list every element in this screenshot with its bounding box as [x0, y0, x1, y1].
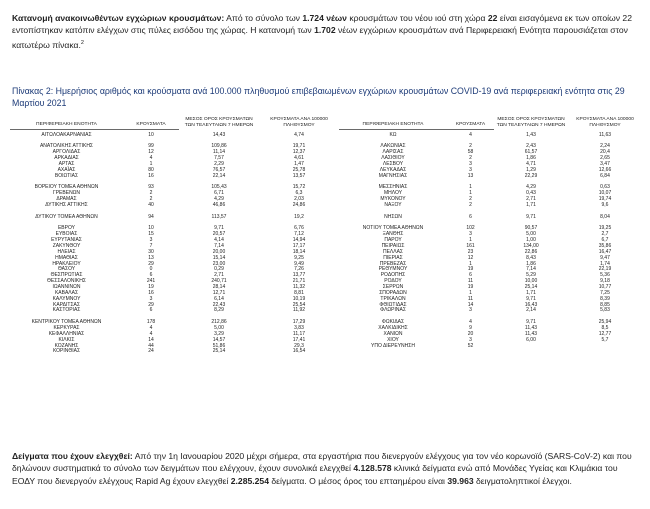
cell-per100k-right: 1,74 — [600, 260, 610, 267]
cell-unit-right: ΜΑΓΝΗΣΙΑΣ — [378, 172, 408, 179]
table-header-row — [10, 117, 642, 129]
cell-unit-right: ΝΑΞΟΥ — [384, 202, 402, 208]
cell-unit-left: ΑΙΤΩΛΟΑΚΑΡΝΑΝΙΑΣ — [41, 131, 92, 138]
cell-unit-left: ΔΥΤΙΚΟΥ ΤΟΜΕΑ ΑΘΗΝΩΝ — [35, 213, 98, 220]
rapid-samples-count: 2.285.254 — [230, 475, 269, 486]
cell-cases-right: 23 — [467, 248, 474, 255]
cell-per100k-left: 21,71 — [292, 278, 306, 285]
cell-avg-right: 1,00 — [526, 237, 536, 244]
cell-per100k-right: 6,7 — [601, 237, 609, 244]
cell-per100k-left: 9,25 — [294, 254, 304, 261]
cell-avg-right: 0,43 — [526, 190, 536, 197]
cell-per100k-left: 1,47 — [294, 160, 304, 167]
cell-avg-left: 51,86 — [212, 342, 226, 349]
cell-cases-left: 16 — [148, 289, 154, 296]
cell-avg-right: 25,14 — [524, 284, 538, 291]
cell-unit-right — [339, 349, 447, 355]
cell-per100k-left: 6,3 — [295, 190, 303, 197]
intro-paragraph — [12, 12, 640, 51]
cell-avg-left: 15,14 — [212, 254, 226, 261]
cell-cases-left: 241 — [146, 278, 156, 285]
cell-unit-left: ΕΒΡΟΥ — [57, 225, 76, 232]
cell-cases-left: 19 — [148, 284, 154, 291]
cell-unit-left: ΘΑΣΟΥ — [57, 266, 76, 273]
new-cases-count: 1.724 νέων — [302, 13, 347, 23]
cell-cases-left: 4 — [149, 325, 153, 332]
intro-text-1: Από το σύνολο των — [224, 13, 303, 23]
cell-per100k-right: 6,84 — [600, 172, 610, 179]
cell-avg-left: 5,00 — [214, 325, 224, 332]
cell-unit-right: ΣΕΡΡΩΝ — [382, 284, 404, 291]
cell-avg-right: 11,43 — [524, 325, 538, 332]
cell-unit-left: ΔΡΑΜΑΣ — [56, 196, 77, 203]
cell-avg-left: 240,71 — [211, 278, 227, 285]
samples-paragraph — [12, 450, 640, 487]
cell-cases-right: 4 — [469, 319, 472, 326]
cell-unit-left: ΔΥΤΙΚΗΣ ΑΤΤΙΚΗΣ — [45, 202, 88, 208]
cell-avg-left: 28,14 — [212, 284, 226, 291]
cell-per100k-right: 2,7 — [601, 231, 609, 238]
cell-cases-left: 14 — [148, 336, 154, 343]
cell-cases-left: 13 — [148, 254, 154, 261]
intro-text-3b: 22 εντοπίστηκαν κατόπιν ελέγχων στις πύλες εισόδου της χώρας. Η κατανομή των — [12, 13, 632, 36]
cell-per100k-left: 7,12 — [294, 231, 304, 238]
cell-unit-left: ΚΕΦΑΛΛΗΝΙΑΣ — [48, 330, 85, 337]
cell-unit-left: ΚΑΒΑΛΑΣ — [54, 289, 79, 296]
cell-cases-right: 3 — [469, 166, 472, 173]
cell-cases-right: 1 — [469, 237, 472, 244]
cell-per100k-left: 6,76 — [294, 225, 304, 232]
cell-unit-right: ΡΟΔΟΥ — [384, 278, 402, 285]
cell-per100k-left: 11,32 — [292, 284, 306, 291]
clinical-samples-count: 4.128.578 — [353, 463, 392, 474]
cell-unit-right: ΛΑΚΩΝΙΑΣ — [380, 143, 406, 150]
cell-avg-left: 109,86 — [211, 143, 227, 150]
cell-avg-right: 4,29 — [526, 184, 536, 191]
cell-per100k-left: 29,3 — [294, 342, 304, 349]
cell-per100k-left: 24,86 — [292, 202, 306, 208]
cell-avg-left: 22,14 — [212, 172, 226, 179]
cell-unit-left: ΕΥΡΥΤΑΝΙΑΣ — [51, 237, 82, 244]
cell-avg-left: 11,14 — [212, 149, 226, 156]
cell-avg-right: 1,71 — [526, 289, 536, 296]
header-avg-right: ΜΕΣΟΣ ΟΡΟΣ ΚΡΟΥΣΜΑΤΩΝ ΤΩΝ ΤΕΛΕΥΤΑΙΩΝ 7 ΗΜΕΡΩΝ — [496, 117, 566, 128]
cell-unit-right: ΛΑΡΙΣΑΣ — [382, 149, 404, 156]
cell-unit-left: ΗΡΑΚΛΕΙΟΥ — [52, 260, 81, 267]
cell-cases-left: 4 — [149, 155, 153, 162]
cell-avg-right: 16,43 — [524, 301, 538, 308]
cell-cases-right: 3 — [469, 307, 472, 314]
cell-per100k-right: 5,36 — [600, 272, 610, 279]
cell-avg-left: 105,43 — [211, 184, 227, 191]
cell-unit-right: ΡΕΘΥΜΝΟΥ — [378, 266, 408, 273]
cell-avg-right: 9,71 — [526, 213, 536, 220]
table-body — [10, 133, 642, 356]
intro-lead: Κατανομή ανακοινωθέντων εγχώριων κρουσμάτων: — [12, 13, 225, 23]
cell-cases-left: 3 — [149, 295, 153, 302]
cell-cases-left: 6 — [149, 307, 153, 314]
cell-unit-right: ΠΕΙΡΑΙΩΣ — [381, 243, 405, 250]
cell-cases-right: 13 — [467, 172, 474, 179]
cell-per100k-left: 25,78 — [292, 166, 306, 173]
cell-per100k-left: 25,54 — [292, 301, 306, 308]
cell-per100k-right: 35,86 — [598, 243, 612, 250]
cell-cases-left: 44 — [148, 342, 154, 349]
cell-avg-right: 9,71 — [526, 295, 536, 302]
footnote-marker: 2 — [80, 39, 84, 46]
cell-cases-right: 19 — [467, 266, 474, 273]
cell-avg-right: 1,29 — [526, 166, 536, 173]
cell-per100k-left: 4,74 — [294, 131, 304, 138]
cell-cases-right: 2 — [469, 143, 472, 150]
cell-per100k-right: 9,47 — [600, 254, 610, 261]
cell-unit-right: ΦΛΩΡΙΝΑΣ — [380, 307, 406, 314]
samples-text-3: δείγματα. Ο μέσος όρος του επταημέρου είναι — [268, 475, 448, 486]
cell-avg-left: 6,71 — [214, 190, 224, 197]
cell-avg-left: 12,71 — [212, 289, 226, 296]
cell-unit-right: ΡΟΔΟΠΗΣ — [380, 272, 406, 279]
cell-avg-right: 1,86 — [526, 260, 536, 267]
cell-unit-left: ΚΕΡΚΥΡΑΣ — [53, 325, 80, 332]
cell-cases-right: 11 — [467, 295, 474, 302]
cell-unit-right: ΛΕΥΚΑΔΑΣ — [379, 166, 407, 173]
cell-per100k-left: 13,77 — [292, 272, 306, 279]
cell-avg-left: 20,57 — [212, 231, 226, 238]
cell-unit-left: ΑΝΑΤΟΛΙΚΗΣ ΑΤΤΙΚΗΣ — [39, 143, 94, 150]
cell-cases-left: 7 — [149, 243, 153, 250]
cell-cases-right: 12 — [467, 254, 474, 261]
header-avg-left: ΜΕΣΟΣ ΟΡΟΣ ΚΡΟΥΣΜΑΤΩΝ ΤΩΝ ΤΕΛΕΥΤΑΙΩΝ 7 ΗΜΕΡΩΝ — [184, 117, 254, 128]
cell-cases-left: 24 — [148, 348, 154, 355]
cell-per100k-right: 3,47 — [600, 160, 610, 167]
header-cases-left: ΚΡΟΥΣΜΑΤΑ — [123, 117, 179, 129]
cell-unit-right: ΠΑΡΟΥ — [384, 237, 402, 244]
cell-unit-right: ΧΑΛΚΙΔΙΚΗΣ — [378, 325, 408, 332]
cell-cases-right: 1 — [469, 184, 472, 191]
cell-unit-left: ΚΟΖΑΝΗΣ — [54, 342, 79, 349]
cell-per100k-left: 13,57 — [292, 172, 306, 179]
cell-per100k-right: 9,6 — [601, 202, 609, 208]
cell-avg-right: 10,00 — [524, 278, 538, 285]
cell-per100k-right: 5,83 — [600, 307, 610, 314]
cell-cases-left: 3 — [149, 237, 153, 244]
cell-unit-left: ΖΑΚΥΝΘΟΥ — [52, 243, 81, 250]
cell-unit-left: ΘΕΣΣΑΛΟΝΙΚΗΣ — [47, 278, 86, 285]
cell-avg-left: 3,29 — [214, 330, 224, 337]
cell-per100k-right: 10,77 — [598, 284, 612, 291]
cell-per100k-left: 19,2 — [294, 213, 304, 220]
cell-avg-left: 113,57 — [211, 213, 227, 220]
cell-unit-left: ΘΕΣΠΡΩΤΙΑΣ — [50, 272, 83, 279]
imported-cases-count: 22 — [487, 13, 498, 23]
cell-unit-left: ΒΟΡΕΙΟΥ ΤΟΜΕΑ ΑΘΗΝΩΝ — [34, 184, 99, 191]
cell-per100k-right — [568, 349, 642, 355]
cell-per100k-left: 12,37 — [292, 149, 306, 156]
cell-unit-right: ΝΟΤΙΟΥ ΤΟΜΕΑ ΑΘΗΝΩΝ — [362, 225, 424, 232]
cell-unit-right: ΥΠΟ ΔΙΕΡΕΥΝΗΣΗ — [371, 342, 415, 349]
cell-avg-right: 9,71 — [526, 319, 536, 326]
cell-per100k-right: 11,63 — [598, 131, 612, 138]
header-cases-right: ΚΡΟΥΣΜΑΤΑ — [447, 117, 494, 129]
cell-avg-right: 2,71 — [526, 196, 536, 203]
cell-avg-left: 9,71 — [214, 225, 224, 232]
cell-per100k-right: 2,65 — [600, 155, 610, 162]
cell-unit-right: ΛΕΣΒΟΥ — [382, 160, 404, 167]
cell-avg-right: 90,57 — [524, 225, 538, 232]
cell-cases-right: 3 — [469, 160, 472, 167]
cell-avg-left: 212,86 — [211, 319, 227, 326]
cell-per100k-left: 11,17 — [292, 330, 306, 337]
cell-per100k-left: 9,49 — [294, 260, 304, 267]
cell-cases-left: 99 — [148, 143, 154, 150]
cell-unit-right: ΦΘΙΩΤΙΔΑΣ — [379, 301, 407, 308]
cell-per100k-left: 11,92 — [292, 307, 306, 314]
cell-unit-left: ΑΧΑΪΑΣ — [57, 166, 76, 173]
cell-per100k-right: 0,63 — [600, 184, 610, 191]
cell-per100k-left: 8,81 — [294, 289, 304, 296]
cell-per100k-left: 18,14 — [292, 248, 306, 255]
cell-avg-right: 11,43 — [524, 330, 538, 337]
cell-unit-right: ΣΠΟΡΑΔΩΝ — [379, 289, 407, 296]
header-unit-right: ΠΕΡΙΦΕΡΕΙΑΚΗ ΕΝΟΤΗΤΑ — [339, 117, 447, 129]
table-caption: Πίνακας 2: Ημερήσιος αριθμός και κρούσματα ανά 100.000 πληθυσμού επιβεβαιωμένων εγχώριων κρουσμάτων COVID-19 ανά περιφερειακή ενότητα στις 29 Μαρτίου 2021 — [12, 85, 625, 109]
cell-per100k-right: 19,25 — [598, 225, 612, 232]
cell-avg-right: 6,00 — [526, 336, 536, 343]
cell-avg-left: 2,29 — [214, 160, 224, 167]
cell-per100k-right: 12,77 — [598, 330, 612, 337]
cell-unit-left: ΑΡΤΑΣ — [58, 160, 75, 167]
cell-cases-left: 10 — [148, 131, 154, 138]
cell-cases-right: 102 — [466, 225, 475, 232]
cell-cases-left: 30 — [148, 248, 154, 255]
cell-avg-right: 2,14 — [526, 307, 536, 314]
cell-per100k-left: 4,61 — [294, 155, 304, 162]
cell-unit-right: ΜΕΣΣΗΝΙΑΣ — [378, 184, 408, 191]
samples-lead: Δείγματα που έχουν ελεγχθεί: — [12, 451, 133, 461]
header-unit-left: ΠΕΡΙΦΕΡΕΙΑΚΗ ΕΝΟΤΗΤΑ — [10, 117, 123, 129]
cell-avg-right: 1,71 — [526, 202, 536, 208]
cell-avg-right: 22,86 — [524, 248, 538, 255]
cell-unit-right: ΜΗΛΟΥ — [383, 190, 403, 197]
cell-per100k-right: 22,19 — [598, 266, 612, 273]
cell-unit-left: ΚΑΡΔΙΤΣΑΣ — [53, 301, 80, 308]
cell-per100k-left: 16,54 — [292, 348, 306, 355]
cell-avg-left: 23,00 — [212, 260, 226, 267]
cell-cases-left: 1 — [149, 160, 153, 167]
cell-unit-right: ΝΗΣΩΝ — [384, 213, 402, 220]
cell-cases-left: 40 — [148, 202, 154, 208]
cell-cases-left: 2 — [149, 190, 153, 197]
cell-avg-right: 22,29 — [524, 172, 538, 179]
cell-per100k-left: 15,72 — [292, 184, 306, 191]
intro-text-2: κρουσμάτων του νέου ιού στη χώρα — [346, 13, 488, 23]
cell-avg-left: 2,71 — [214, 272, 224, 279]
cell-cases-left: 93 — [148, 184, 154, 191]
cell-cases-right: 2 — [469, 196, 472, 203]
cell-avg-left: 76,57 — [212, 166, 226, 173]
cell-avg-left: 4,14 — [214, 237, 224, 244]
cell-per100k-right: 16,47 — [598, 248, 612, 255]
cell-cases-right: 6 — [469, 213, 472, 220]
table-row — [10, 349, 642, 355]
cell-avg-left: 46,86 — [212, 202, 226, 208]
cell-unit-left: ΚΙΛΚΙΣ — [58, 336, 75, 343]
cell-avg-left: 14,43 — [212, 131, 226, 138]
cases-table-container — [10, 117, 642, 355]
cell-per100k-left: 10,19 — [292, 295, 306, 302]
cell-cases-right: 3 — [469, 231, 472, 238]
cell-cases-right: 1 — [469, 260, 472, 267]
cell-cases-right: 9 — [469, 325, 472, 332]
cell-per100k-right: 8,04 — [600, 213, 610, 220]
cell-cases-right: 1 — [469, 289, 472, 296]
cell-unit-left: ΑΡΚΑΔΙΑΣ — [54, 155, 79, 162]
cell-unit-left: ΗΛΕΙΑΣ — [57, 248, 76, 255]
cell-cases-left: 10 — [148, 225, 154, 232]
cell-avg-right: 2,43 — [526, 143, 536, 150]
cell-cases-left: 2 — [149, 196, 153, 203]
cell-unit-right: ΞΑΝΘΗΣ — [382, 231, 404, 238]
cell-cases-right: 3 — [469, 336, 472, 343]
header-per100k-right: ΚΡΟΥΣΜΑΤΑ ΑΝΑ 100000 ΠΛΗΘΥΣΜΟΥ — [576, 117, 634, 128]
cell-per100k-left: 17,29 — [292, 319, 306, 326]
cases-table — [10, 117, 642, 355]
cell-unit-right: ΛΑΣΙΘΙΟΥ — [381, 155, 405, 162]
cell-unit-right: ΜΥΚΟΝΟΥ — [380, 196, 406, 203]
cell-per100k-right: 7,25 — [600, 289, 610, 296]
cell-avg-left: 14,57 — [212, 336, 226, 343]
cell-cases-left: 178 — [146, 319, 156, 326]
cell-per100k-left: 17,17 — [292, 243, 306, 250]
cell-unit-right: ΠΙΕΡΙΑΣ — [383, 254, 403, 261]
cell-avg-right: 7,14 — [526, 266, 536, 273]
cell-avg-left: 4,29 — [214, 196, 224, 203]
cell-unit-left: ΗΜΑΘΙΑΣ — [55, 254, 78, 261]
cell-cases-right: 2 — [469, 202, 472, 208]
samples-text-2: κλινικά δείγματα ενώ από Μονάδες Υγείας και Κλιμάκια του ΕΟΔΥ που διενεργούν ελέγχους Rapid Ag έχουν ελεγχθεί — [12, 463, 618, 486]
cell-avg-right: 1,86 — [526, 155, 536, 162]
cell-avg-right: 4,71 — [526, 160, 536, 167]
cell-avg-right: 5,29 — [526, 272, 536, 279]
cell-per100k-left: 2,03 — [294, 196, 304, 203]
cell-unit-left: ΕΥΒΟΙΑΣ — [55, 231, 78, 238]
cell-cases-right — [447, 349, 494, 355]
cell-cases-right: 161 — [466, 243, 475, 250]
cell-per100k-right: 9,18 — [600, 278, 610, 285]
cell-cases-left: 6 — [149, 272, 153, 279]
cell-per100k-right: 12,66 — [598, 166, 612, 173]
cell-cases-right: 19 — [467, 284, 474, 291]
cell-per100k-right: 19,74 — [598, 196, 612, 203]
cell-unit-right: ΧΙΟΥ — [387, 336, 399, 343]
cell-cases-left: 80 — [148, 166, 154, 173]
header-per100k-left: ΚΡΟΥΣΜΑΤΑ ΑΝΑ 100000 ΠΛΗΘΥΣΜΟΥ — [270, 117, 328, 128]
cell-cases-right: 4 — [469, 131, 472, 138]
cell-avg-right: 1,43 — [526, 131, 536, 138]
samples-text-1: Από την 1η Ιανουαρίου 2020 μέχρι σήμερα, στα εργαστήρια που διενεργούν ελέγχους για τον νέο κορωνοϊό (SARS-CoV-2) και που δηλώνουν συστηματικά το σύνολο των δειγμάτων που ελέγχουν, έχουν συνολικά ελεγχθεί — [12, 451, 632, 474]
cell-unit-right: ΠΡΕΒΕΖΑΣ — [379, 260, 407, 267]
cell-avg-right: 8,43 — [526, 254, 536, 261]
cell-cases-left: 15 — [148, 231, 154, 238]
cell-avg-left: 22,43 — [212, 301, 226, 308]
cell-unit-left: ΙΩΑΝΝΙΝΩΝ — [52, 284, 81, 291]
cell-per100k-right: 8,5 — [601, 325, 609, 332]
cell-cases-right: 6 — [469, 272, 472, 279]
cell-cases-right: 52 — [467, 342, 474, 349]
cell-avg-left: 25,14 — [212, 348, 226, 355]
cell-cases-right: 14 — [467, 301, 474, 308]
cell-cases-left: 12 — [148, 149, 154, 156]
cell-avg-left: 0,29 — [214, 266, 224, 273]
cell-avg-right: 61,57 — [524, 149, 538, 156]
cell-cases-left: 29 — [148, 301, 154, 308]
cell-per100k-right: 25,94 — [598, 319, 612, 326]
cell-per100k-left: 3,83 — [294, 325, 304, 332]
cell-unit-right: ΤΡΙΚΑΛΩΝ — [380, 295, 406, 302]
cell-unit-left: ΚΑΣΤΟΡΙΑΣ — [52, 307, 81, 314]
cell-avg-left: 7,57 — [214, 155, 224, 162]
cell-avg-left: 20,00 — [212, 248, 226, 255]
cell-per100k-right: 8,85 — [600, 301, 610, 308]
cell-avg-right: 134,00 — [523, 243, 539, 250]
cell-avg-left: 6,14 — [214, 295, 224, 302]
cell-unit-right: ΚΩ — [389, 131, 397, 138]
cell-per100k-right: 8,39 — [600, 295, 610, 302]
cell-unit-right: ΦΩΚΙΔΑΣ — [381, 319, 405, 326]
cell-per100k-left: 14,94 — [292, 237, 306, 244]
cell-avg-right: 5,00 — [526, 231, 536, 238]
domestic-cases-count: 1.702 — [314, 25, 336, 36]
cell-per100k-left: 7,26 — [294, 266, 304, 273]
cell-avg-right — [494, 349, 568, 355]
cell-avg-left: 8,29 — [214, 307, 224, 314]
cell-unit-left: ΚΟΡΙΝΘΙΑΣ — [52, 348, 81, 355]
cell-cases-left: 16 — [148, 172, 154, 179]
cell-unit-left: ΓΡΕΒΕΝΩΝ — [52, 190, 81, 197]
cell-unit-left: ΚΑΛΥΜΝΟΥ — [52, 295, 81, 302]
cell-unit-left: ΒΟΙΩΤΙΑΣ — [54, 172, 79, 179]
cell-unit-right: ΠΕΛΛΑΣ — [382, 248, 404, 255]
cell-cases-left: 94 — [148, 213, 154, 220]
samples-text-4: δειγματοληπτικοί έλεγχοι. — [473, 475, 572, 486]
cell-per100k-right: 5,7 — [601, 336, 609, 343]
cell-per100k-left: 19,71 — [292, 143, 306, 150]
cell-cases-left: 4 — [149, 330, 153, 337]
cell-cases-right: 2 — [469, 155, 472, 162]
intro-text-3: είναι εισαγόμενα εκ των οποίων — [497, 13, 623, 23]
cell-cases-left: 0 — [149, 266, 153, 273]
cell-cases-right: 11 — [467, 278, 474, 285]
cell-per100k-right: 2,24 — [600, 143, 610, 150]
cell-unit-left: ΚΕΝΤΡΙΚΟΥ ΤΟΜΕΑ ΑΘΗΝΩΝ — [31, 319, 102, 326]
cell-cases-left: 29 — [148, 260, 154, 267]
cell-per100k-right: 10,07 — [598, 190, 612, 197]
cell-per100k-right: 20,4 — [600, 149, 610, 156]
cell-cases-right: 20 — [467, 330, 474, 337]
cell-per100k-left: 17,41 — [292, 336, 306, 343]
weekly-average-count: 39.963 — [447, 475, 474, 486]
cell-cases-right: 58 — [467, 149, 474, 156]
cell-unit-right: ΧΑΝΙΩΝ — [383, 330, 403, 337]
cell-avg-left: 7,14 — [214, 243, 224, 250]
cell-cases-right: 1 — [469, 190, 472, 197]
intro-text-4: νέων εγχώριων κρουσμάτων ανά Περιφερειακή Ενότητα παρουσιάζεται στον κατωτέρω πίνακα. — [12, 25, 628, 50]
cell-unit-left: ΑΡΓΟΛΙΔΑΣ — [52, 149, 81, 156]
